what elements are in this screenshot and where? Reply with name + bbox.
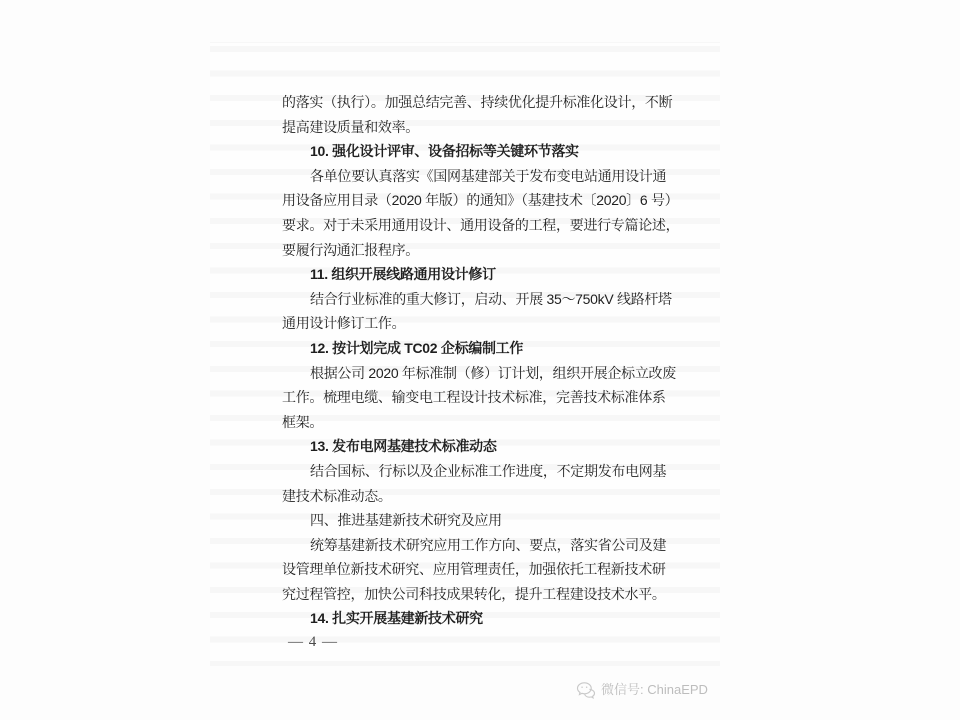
watermark [576, 680, 708, 700]
text-line: 统筹基建新技术研究应用工作方向、要点，落实省公司及建 [310, 536, 667, 553]
document-text-block [282, 90, 680, 631]
text-line: 各单位要认真落实《国网基建部关于发布变电站通用设计通 [310, 167, 667, 184]
page-number: — 4 — [288, 634, 338, 650]
text-line: 究过程管控，加快公司科技成果转化，提升工程建设技术水平。 [282, 585, 666, 602]
heading-line: 10. 强化设计评审、设备招标等关键环节落实 [310, 143, 579, 160]
heading-line: 13. 发布电网基建技术标准动态 [310, 438, 497, 455]
watermark-text: 微信号: ChinaEPD [601, 682, 708, 697]
text-line: 用设备应用目录（2020 年版）的通知》（基建技术〔2020〕6 号） [282, 192, 679, 209]
heading-line: 11. 组织开展线路通用设计修订 [310, 266, 496, 283]
text-line: 的落实（执行）。加强总结完善、持续优化提升标准化设计，不断 [282, 94, 673, 110]
heading-line: 14. 扎实开展基建新技术研究 [310, 610, 483, 627]
wechat-icon [576, 681, 596, 699]
text-line: 通用设计修订工作。 [282, 315, 406, 332]
text-line: 根据公司 2020 年标准制（修）订计划，组织开展企标立改废 [310, 364, 676, 381]
text-line: 结合行业标准的重大修订，启动、开展 35～750kV 线路杆塔 [310, 290, 672, 307]
text-line: 结合国标、行标以及企业标准工作进度，不定期发布电网基 [310, 462, 667, 479]
text-line: 工作。梳理电缆、输变电工程设计技术标准，完善技术标准体系 [282, 389, 666, 406]
text-line: 四、推进基建新技术研究及应用 [310, 512, 502, 529]
text-line: 提高建设质量和效率。 [282, 118, 419, 135]
text-line: 建技术标准动态。 [282, 487, 392, 504]
heading-line: 12. 按计划完成 TC02 企标编制工作 [310, 339, 524, 356]
text-line: 要履行沟通汇报程序。 [282, 241, 419, 258]
text-line: 要求。对于未采用通用设计、通用设备的工程，要进行专篇论述， [282, 216, 680, 233]
text-line: 设管理单位新技术研究、应用管理责任，加强依托工程新技术研 [282, 561, 666, 578]
text-line: 框架。 [282, 413, 324, 430]
